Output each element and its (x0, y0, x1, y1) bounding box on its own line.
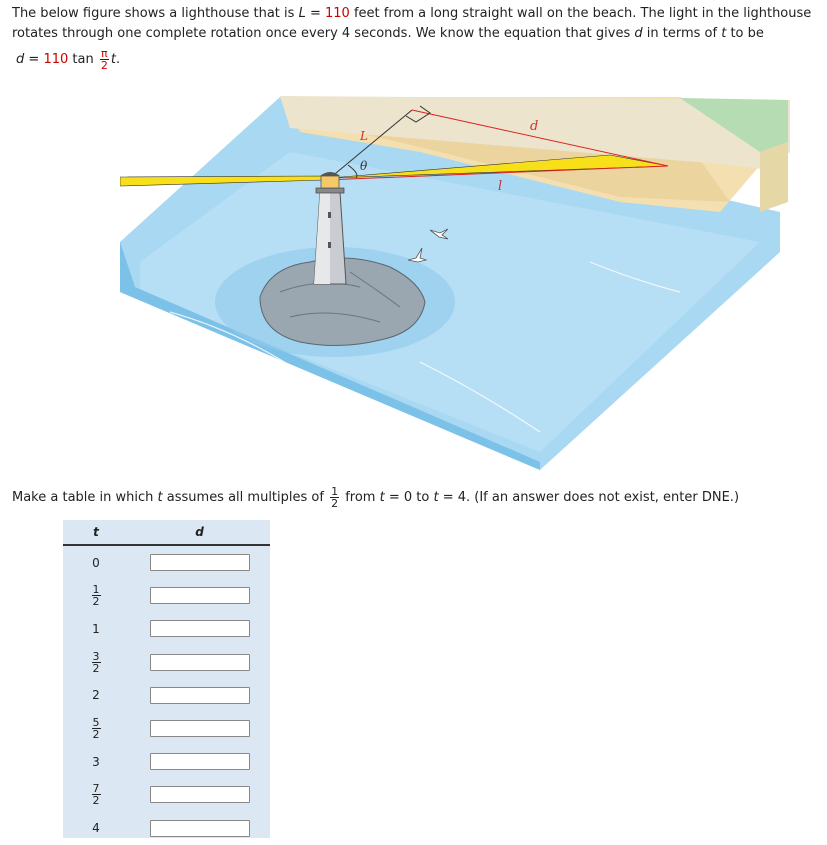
var-L: L (298, 6, 306, 21)
t-value: 2 (92, 688, 100, 703)
table-row (63, 612, 270, 645)
t-value: $\frac{5}{2}$ (92, 716, 100, 742)
lighthouse-figure (120, 92, 790, 472)
d-cell (129, 579, 270, 612)
equation: d = 110 tan $\frac{\pi}{2}$ t. (16, 47, 121, 72)
table-row (63, 745, 270, 778)
d-cell (129, 745, 270, 778)
column-header-t: t (63, 520, 129, 545)
table-row (63, 646, 270, 679)
d-cell (129, 679, 270, 712)
d-cell (129, 812, 270, 845)
lighthouse-lantern (321, 176, 339, 188)
d-cell (129, 646, 270, 679)
d-cell (129, 545, 270, 579)
t-value: $\frac{3}{2}$ (92, 649, 100, 675)
d-answer-input[interactable] (150, 786, 250, 803)
label-d: d (530, 119, 539, 134)
t-value: 0 (92, 555, 100, 570)
d-cell (129, 612, 270, 645)
d-answer-input[interactable] (150, 654, 250, 671)
t-value: 1 (92, 621, 100, 636)
d-answer-input[interactable] (150, 554, 250, 571)
equation-fraction: $\frac{\pi}{2}$ (100, 47, 108, 72)
instruction-fraction: $\frac{1}{2}$ (331, 485, 339, 510)
d-answer-input[interactable] (150, 620, 250, 637)
column-header-d: d (129, 520, 270, 545)
d-cell (129, 712, 270, 745)
d-cell (129, 778, 270, 811)
t-value: $\frac{1}{2}$ (92, 583, 100, 609)
d-answer-input[interactable] (150, 753, 250, 770)
d-answer-input[interactable] (150, 820, 250, 837)
instruction-text: Make a table in which t assumes all multiples of $\frac{1}{2}$ from t = 0 to t = 4. (If an answer does not exist, enter DNE.) (12, 485, 740, 510)
answer-table (63, 520, 270, 838)
table-row (63, 579, 270, 612)
equation-coefficient: 110 (43, 52, 69, 67)
label-l: l (498, 179, 503, 194)
table-row (63, 545, 270, 579)
table-row (63, 778, 270, 811)
table-row (63, 712, 270, 745)
label-theta: θ (360, 159, 368, 173)
lighthouse-gallery (316, 188, 344, 193)
table-row (63, 679, 270, 712)
L-value: 110 (324, 6, 350, 21)
d-answer-input[interactable] (150, 687, 250, 704)
table-row (63, 812, 270, 845)
d-answer-input[interactable] (150, 720, 250, 737)
d-answer-input[interactable] (150, 587, 250, 604)
t-value: 3 (92, 754, 100, 769)
label-L: L (360, 129, 368, 143)
t-value: $\frac{7}{2}$ (92, 782, 100, 808)
question-text: The below figure shows a lighthouse that is L = 110 feet from a long straight wall on the beach. The light in the lighthouse rotates through one complete rotation once every 4 seconds. We know the equation that gives d in terms of t to be (12, 6, 812, 41)
t-value: 4 (92, 821, 100, 836)
